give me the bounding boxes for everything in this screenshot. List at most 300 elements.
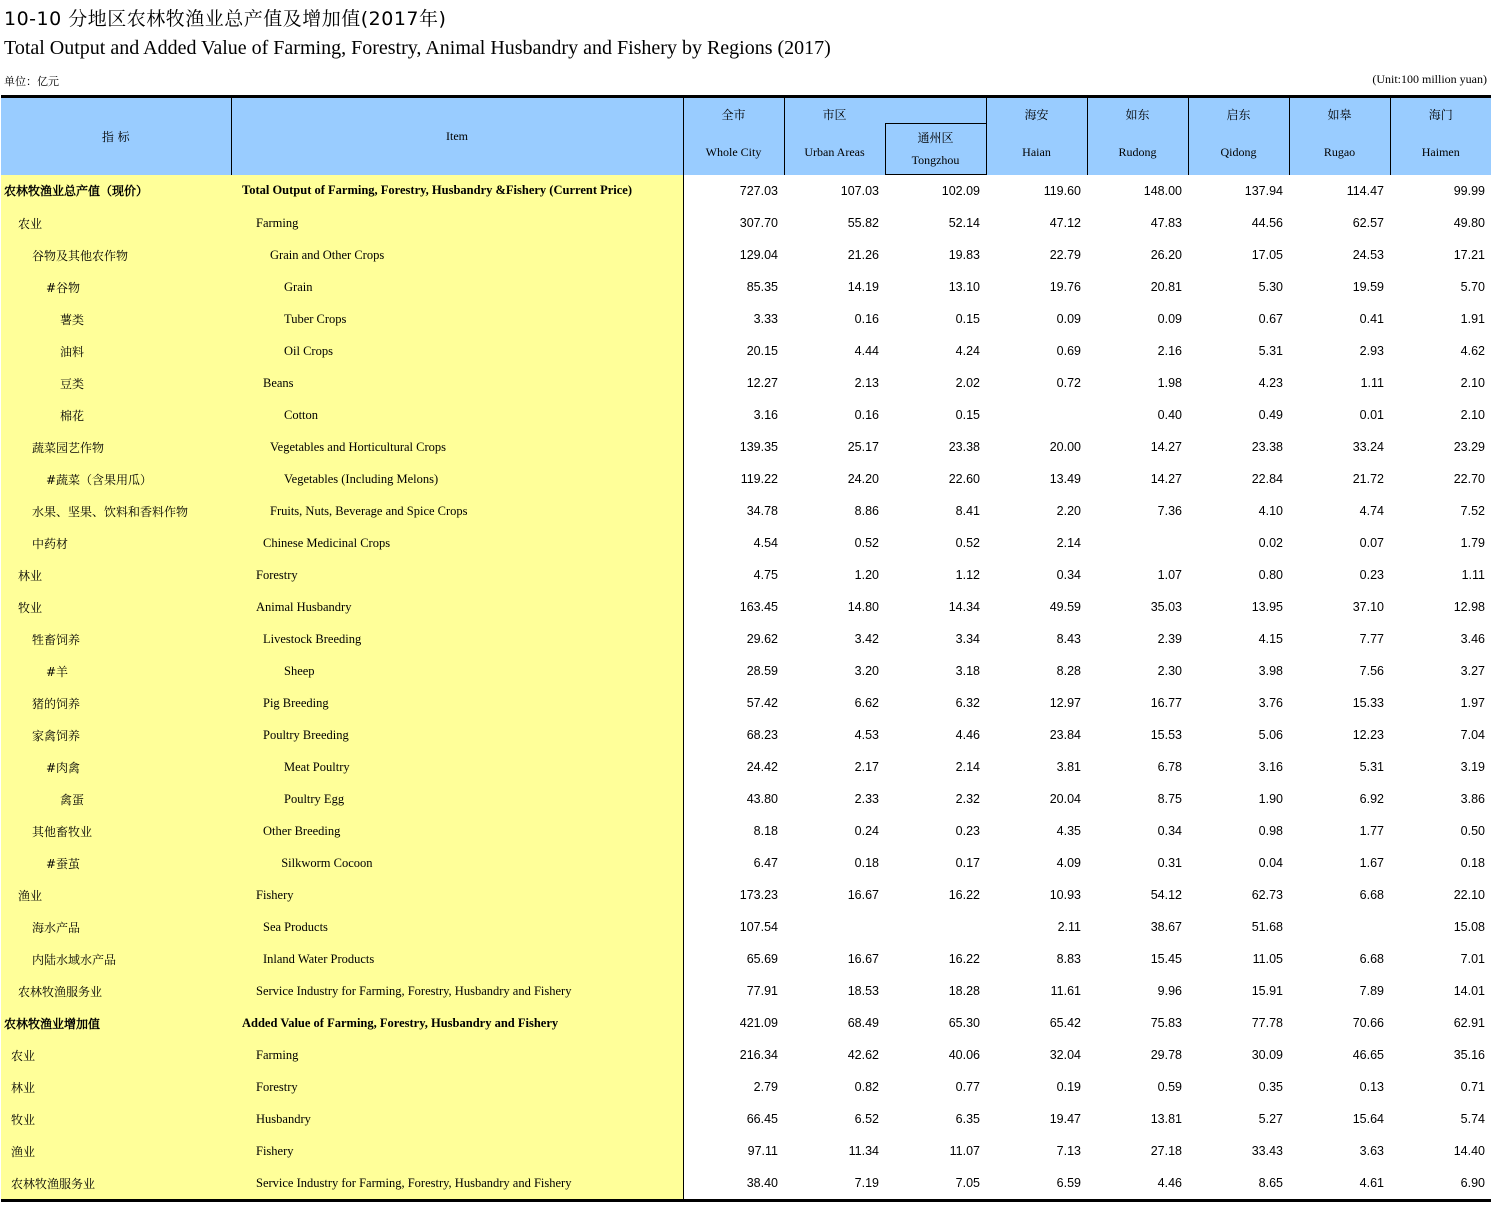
value-cell: 15.45 — [1150, 952, 1182, 966]
value-cell: 19.47 — [1049, 1112, 1081, 1126]
value-cell: 12.27 — [746, 376, 778, 390]
table-row — [1, 879, 1491, 911]
value-cell: 7.77 — [1359, 632, 1384, 646]
column-header-en: Qidong — [1220, 145, 1257, 159]
row-label-en: Cotton — [231, 399, 683, 431]
value-cell: 42.62 — [847, 1048, 879, 1062]
row-label-cn: 油料 — [1, 335, 231, 367]
value-cell: 3.86 — [1460, 792, 1485, 806]
value-cell: 307.70 — [739, 216, 778, 230]
column-header-rudong — [1087, 97, 1188, 175]
value-cell: 65.30 — [948, 1016, 980, 1030]
value-cell: 1.67 — [1359, 856, 1384, 870]
column-header-tongzhou — [885, 124, 986, 175]
value-cell: 4.53 — [854, 728, 879, 742]
table-row — [1, 335, 1491, 367]
table-row — [1, 623, 1491, 655]
row-label-cn: 农业 — [1, 207, 231, 239]
table-row — [1, 207, 1491, 239]
value-cell: 8.28 — [1056, 664, 1081, 678]
value-cell: 23.38 — [1251, 440, 1283, 454]
value-cell: 38.40 — [683, 1167, 784, 1201]
table-row — [1, 431, 1491, 463]
table-row — [1, 687, 1491, 719]
value-cell: 2.33 — [854, 792, 879, 806]
row-label-en: Poultry Breeding — [231, 719, 683, 751]
table-row — [1, 463, 1491, 495]
value-cell: 0.71 — [1460, 1080, 1485, 1094]
value-cell: 21.26 — [847, 248, 879, 262]
table-row — [1, 559, 1491, 591]
row-label-cn: 中药材 — [1, 527, 231, 559]
row-label-en: Grain and Other Crops — [231, 239, 683, 271]
value-cell: 55.82 — [847, 216, 879, 230]
value-cell: 25.17 — [847, 440, 879, 454]
value-cell: 0.19 — [1056, 1080, 1081, 1094]
row-label-cn: 林业 — [1, 559, 231, 591]
value-cell: 29.62 — [746, 632, 778, 646]
row-label-en: Husbandry — [231, 1103, 683, 1135]
value-cell: 19.76 — [1049, 280, 1081, 294]
value-cell: 26.20 — [1150, 248, 1182, 262]
value-cell: 22.79 — [1049, 248, 1081, 262]
value-cell: 1.90 — [1258, 792, 1283, 806]
value-cell: 0.82 — [854, 1080, 879, 1094]
value-cell: 2.02 — [955, 376, 980, 390]
row-label-en: Added Value of Farming, Forestry, Husbandry and Fishery — [231, 1007, 683, 1039]
value-cell: 27.18 — [1150, 1144, 1182, 1158]
row-label-cn: 水果、坚果、饮料和香料作物 — [1, 495, 231, 527]
column-header-cn: 通州区 — [917, 131, 954, 145]
value-cell: 3.34 — [955, 632, 980, 646]
value-cell: 0.59 — [1157, 1080, 1182, 1094]
value-cell: 0.24 — [854, 824, 879, 838]
column-header-en: Urban Areas — [804, 145, 865, 159]
value-cell — [885, 911, 986, 943]
page-title-chinese: 10-10 分地区农林牧渔业总产值及增加值(2017年) — [4, 8, 447, 30]
value-cell: 8.86 — [854, 504, 879, 518]
column-header-urban-areas — [784, 97, 885, 175]
value-cell: 62.57 — [1352, 216, 1384, 230]
value-cell: 14.27 — [1150, 440, 1182, 454]
value-cell: 0.52 — [955, 536, 980, 550]
column-header-en: Whole City — [705, 145, 762, 159]
column-header-en: Rudong — [1118, 145, 1157, 159]
value-cell: 3.81 — [1056, 760, 1081, 774]
column-header-en: Haimen — [1421, 145, 1460, 159]
row-label-en: Service Industry for Farming, Forestry, Husbandry and Fishery — [231, 1167, 683, 1201]
row-label-en: Other Breeding — [231, 815, 683, 847]
value-cell: 0.69 — [1056, 344, 1081, 358]
value-cell: 4.15 — [1258, 632, 1283, 646]
unit-label-english: (Unit:100 million yuan) — [1372, 72, 1487, 86]
value-cell: 4.24 — [955, 344, 980, 358]
value-cell: 65.69 — [746, 952, 778, 966]
value-cell: 0.09 — [1056, 312, 1081, 326]
value-cell: 2.39 — [1157, 632, 1182, 646]
value-cell: 0.16 — [854, 408, 879, 422]
row-label-cn: #肉禽 — [1, 751, 231, 783]
value-cell: 1.11 — [1461, 568, 1485, 582]
value-cell: 0.23 — [1359, 568, 1384, 582]
value-cell: 3.46 — [1460, 632, 1485, 646]
value-cell: 65.42 — [1049, 1016, 1081, 1030]
value-cell: 85.35 — [746, 280, 778, 294]
row-label-cn: 猪的饲养 — [1, 687, 231, 719]
value-cell: 14.80 — [847, 600, 879, 614]
table-row — [1, 1071, 1491, 1103]
value-cell: 2.13 — [854, 376, 879, 390]
row-label-en: Forestry — [231, 1071, 683, 1103]
value-cell: 9.96 — [1157, 984, 1182, 998]
value-cell — [1087, 527, 1188, 559]
value-cell: 0.52 — [854, 536, 879, 550]
value-cell: 7.52 — [1460, 504, 1485, 518]
value-cell: 47.83 — [1150, 216, 1182, 230]
value-cell: 33.43 — [1251, 1144, 1283, 1158]
value-cell: 24.20 — [847, 472, 879, 486]
value-cell: 6.90 — [1390, 1167, 1491, 1201]
column-header-spacer — [885, 97, 986, 124]
table-row — [1, 751, 1491, 783]
value-cell: 0.18 — [854, 856, 879, 870]
value-cell: 16.22 — [948, 952, 980, 966]
column-header-cn: 启东 — [1226, 108, 1251, 122]
value-cell: 3.16 — [753, 408, 778, 422]
row-label-en: Oil Crops — [231, 335, 683, 367]
value-cell: 14.19 — [847, 280, 879, 294]
value-cell — [986, 399, 1087, 431]
row-label-en: Total Output of Farming, Forestry, Husbandry &Fishery (Current Price) — [231, 175, 683, 208]
value-cell: 1.12 — [955, 568, 980, 582]
value-cell: 4.61 — [1289, 1167, 1390, 1201]
row-label-cn: 农林牧渔服务业 — [1, 1167, 231, 1201]
row-label-cn: 家禽饲养 — [1, 719, 231, 751]
table-row — [1, 719, 1491, 751]
table-row — [1, 495, 1491, 527]
value-cell: 6.52 — [854, 1112, 879, 1126]
value-cell: 17.05 — [1251, 248, 1283, 262]
value-cell: 3.98 — [1258, 664, 1283, 678]
value-cell: 0.07 — [1359, 536, 1384, 550]
row-label-en: Fishery — [231, 879, 683, 911]
value-cell: 14.27 — [1150, 472, 1182, 486]
value-cell: 0.77 — [955, 1080, 980, 1094]
value-cell: 0.15 — [955, 408, 980, 422]
value-cell: 14.34 — [948, 600, 980, 614]
value-cell: 216.34 — [739, 1048, 778, 1062]
value-cell: 44.56 — [1251, 216, 1283, 230]
value-cell: 0.02 — [1258, 536, 1283, 550]
table-row — [1, 1135, 1491, 1167]
value-cell: 34.78 — [746, 504, 778, 518]
table-row — [1, 815, 1491, 847]
table-row — [1, 175, 1491, 208]
value-cell: 70.66 — [1352, 1016, 1384, 1030]
value-cell: 0.50 — [1460, 824, 1485, 838]
value-cell: 16.67 — [847, 888, 879, 902]
value-cell: 1.91 — [1460, 312, 1485, 326]
value-cell: 0.34 — [1157, 824, 1182, 838]
table-row — [1, 655, 1491, 687]
value-cell: 2.79 — [753, 1080, 778, 1094]
row-label-en: Fishery — [231, 1135, 683, 1167]
value-cell: 129.04 — [739, 248, 778, 262]
value-cell: 5.06 — [1258, 728, 1283, 742]
value-cell: 8.83 — [1056, 952, 1081, 966]
value-cell: 15.64 — [1352, 1112, 1384, 1126]
value-cell: 5.31 — [1359, 760, 1384, 774]
value-cell: 40.06 — [948, 1048, 980, 1062]
table-row — [1, 1167, 1491, 1201]
column-header-cn: 全市 — [721, 108, 746, 122]
value-cell: 1.20 — [854, 568, 879, 582]
value-cell: 7.13 — [1056, 1144, 1081, 1158]
value-cell: 4.44 — [854, 344, 879, 358]
column-header-item-cn — [1, 97, 231, 175]
row-label-cn: 禽蛋 — [1, 783, 231, 815]
value-cell: 4.75 — [753, 568, 778, 582]
value-cell: 32.04 — [1049, 1048, 1081, 1062]
value-cell: 7.01 — [1460, 952, 1485, 966]
value-cell: 43.80 — [746, 792, 778, 806]
table-row — [1, 303, 1491, 335]
value-cell: 24.53 — [1352, 248, 1384, 262]
value-cell: 99.99 — [1453, 183, 1485, 198]
value-cell: 0.13 — [1359, 1080, 1384, 1094]
value-cell: 119.60 — [1043, 183, 1081, 198]
table-row — [1, 591, 1491, 623]
value-cell: 57.42 — [746, 696, 778, 710]
value-cell: 8.75 — [1157, 792, 1182, 806]
value-cell: 2.14 — [955, 760, 980, 774]
row-label-cn: 海水产品 — [1, 911, 231, 943]
value-cell: 7.19 — [784, 1167, 885, 1201]
value-cell: 14.01 — [1453, 984, 1485, 998]
row-label-cn: 林业 — [1, 1071, 231, 1103]
row-label-en: Beans — [231, 367, 683, 399]
table-row — [1, 367, 1491, 399]
value-cell: 0.40 — [1157, 408, 1182, 422]
row-label-cn: 农业 — [1, 1039, 231, 1071]
value-cell: 20.81 — [1150, 280, 1182, 294]
value-cell: 3.19 — [1460, 760, 1485, 774]
table-row — [1, 271, 1491, 303]
row-label-en: Sea Products — [231, 911, 683, 943]
value-cell: 2.30 — [1157, 664, 1182, 678]
row-label-cn: 薯类 — [1, 303, 231, 335]
value-cell: 0.98 — [1258, 824, 1283, 838]
value-cell: 8.43 — [1056, 632, 1081, 646]
value-cell: 5.74 — [1460, 1112, 1485, 1126]
value-cell: 15.91 — [1251, 984, 1283, 998]
value-cell: 0.72 — [1056, 376, 1081, 390]
value-cell: 3.76 — [1258, 696, 1283, 710]
value-cell: 20.00 — [1049, 440, 1081, 454]
value-cell: 11.05 — [1252, 952, 1283, 966]
value-cell: 0.31 — [1157, 856, 1182, 870]
row-label-cn: 牲畜饲养 — [1, 623, 231, 655]
value-cell: 16.22 — [948, 888, 980, 902]
value-cell: 0.35 — [1258, 1080, 1283, 1094]
value-cell: 119.22 — [740, 472, 778, 486]
table-body — [1, 175, 1491, 1201]
row-label-cn: 农林牧渔服务业 — [1, 975, 231, 1007]
value-cell: 51.68 — [1251, 920, 1283, 934]
value-cell: 75.83 — [1150, 1016, 1182, 1030]
value-cell: 13.95 — [1251, 600, 1283, 614]
value-cell: 49.80 — [1453, 216, 1485, 230]
table-row — [1, 399, 1491, 431]
value-cell: 4.46 — [955, 728, 980, 742]
value-cell: 3.20 — [854, 664, 879, 678]
value-cell: 4.23 — [1258, 376, 1283, 390]
value-cell: 6.35 — [955, 1112, 980, 1126]
row-label-cn: 农林牧渔业增加值 — [1, 1007, 231, 1039]
row-label-cn: #蚕茧 — [1, 847, 231, 879]
value-cell: 2.32 — [955, 792, 980, 806]
value-cell: 30.09 — [1251, 1048, 1283, 1062]
value-cell: 0.18 — [1460, 856, 1485, 870]
value-cell: 0.04 — [1258, 856, 1283, 870]
column-header-qidong — [1188, 97, 1289, 175]
value-cell: 3.18 — [955, 664, 980, 678]
value-cell: 5.31 — [1258, 344, 1283, 358]
table-row — [1, 1007, 1491, 1039]
value-cell: 0.49 — [1258, 408, 1283, 422]
value-cell: 3.63 — [1359, 1144, 1384, 1158]
value-cell: 2.17 — [854, 760, 879, 774]
value-cell: 4.09 — [1056, 856, 1081, 870]
value-cell: 15.08 — [1453, 920, 1485, 934]
value-cell: 7.36 — [1157, 504, 1182, 518]
value-cell: 66.45 — [746, 1112, 778, 1126]
value-cell: 23.84 — [1049, 728, 1081, 742]
row-label-en: Farming — [231, 207, 683, 239]
value-cell: 97.11 — [747, 1144, 778, 1158]
table-row — [1, 239, 1491, 271]
table-row — [1, 847, 1491, 879]
value-cell: 29.78 — [1150, 1048, 1182, 1062]
column-header-cn: 如皋 — [1327, 108, 1352, 122]
table-row — [1, 783, 1491, 815]
row-label-en: Poultry Egg — [231, 783, 683, 815]
value-cell: 12.97 — [1049, 696, 1081, 710]
value-cell: 8.18 — [753, 824, 778, 838]
value-cell: 0.80 — [1258, 568, 1283, 582]
value-cell: 1.11 — [1360, 376, 1384, 390]
row-label-cn: 牧业 — [1, 591, 231, 623]
value-cell: 11.07 — [949, 1144, 980, 1158]
column-header-en: Haian — [1022, 145, 1051, 159]
value-cell: 13.10 — [948, 280, 980, 294]
row-label-en: Vegetables (Including Melons) — [231, 463, 683, 495]
value-cell: 23.29 — [1453, 440, 1485, 454]
row-label-cn: 蔬菜园艺作物 — [1, 431, 231, 463]
value-cell — [1289, 911, 1390, 943]
value-cell: 49.59 — [1049, 600, 1081, 614]
value-cell: 2.11 — [1057, 920, 1081, 934]
column-header-haimen — [1390, 97, 1491, 175]
value-cell: 12.23 — [1352, 728, 1384, 742]
value-cell: 24.42 — [746, 760, 778, 774]
row-label-en: Service Industry for Farming, Forestry, Husbandry and Fishery — [231, 975, 683, 1007]
value-cell: 421.09 — [739, 1016, 778, 1030]
row-label-cn: 棉花 — [1, 399, 231, 431]
row-label-cn: 农林牧渔业总产值（现价） — [1, 175, 231, 208]
value-cell: 47.12 — [1049, 216, 1081, 230]
value-cell: 5.30 — [1258, 280, 1283, 294]
value-cell: 4.35 — [1056, 824, 1081, 838]
row-label-en: Tuber Crops — [231, 303, 683, 335]
value-cell: 21.72 — [1352, 472, 1384, 486]
value-cell: 5.70 — [1460, 280, 1485, 294]
value-cell: 18.53 — [847, 984, 879, 998]
value-cell: 137.94 — [1244, 183, 1283, 198]
row-label-cn: 谷物及其他农作物 — [1, 239, 231, 271]
column-header-cn: 市区 — [822, 108, 847, 122]
value-cell: 1.77 — [1359, 824, 1384, 838]
value-cell: 0.01 — [1359, 408, 1384, 422]
value-cell: 19.59 — [1352, 280, 1384, 294]
value-cell: 8.65 — [1188, 1167, 1289, 1201]
value-cell: 33.24 — [1352, 440, 1384, 454]
value-cell: 4.46 — [1087, 1167, 1188, 1201]
row-label-cn: 其他畜牧业 — [1, 815, 231, 847]
value-cell: 0.67 — [1258, 312, 1283, 326]
value-cell: 28.59 — [746, 664, 778, 678]
row-label-en: Grain — [231, 271, 683, 303]
value-cell: 11.34 — [848, 1144, 879, 1158]
table-row — [1, 1039, 1491, 1071]
value-cell: 7.89 — [1359, 984, 1384, 998]
value-cell: 6.62 — [854, 696, 879, 710]
table-row — [1, 943, 1491, 975]
value-cell: 22.10 — [1453, 888, 1485, 902]
value-cell: 22.60 — [948, 472, 980, 486]
value-cell: 727.03 — [739, 183, 778, 198]
value-cell: 23.38 — [948, 440, 980, 454]
value-cell: 6.32 — [955, 696, 980, 710]
value-cell: 1.98 — [1157, 376, 1182, 390]
row-label-cn: #谷物 — [1, 271, 231, 303]
row-label-en: Chinese Medicinal Crops — [231, 527, 683, 559]
value-cell: 4.54 — [753, 536, 778, 550]
value-cell: 7.05 — [885, 1167, 986, 1201]
column-header-cn: 海安 — [1024, 108, 1049, 122]
value-cell: 6.59 — [986, 1167, 1087, 1201]
table-row — [1, 527, 1491, 559]
value-cell: 107.54 — [739, 920, 778, 934]
value-cell: 6.78 — [1157, 760, 1182, 774]
value-cell: 15.53 — [1150, 728, 1182, 742]
value-cell: 37.10 — [1352, 600, 1384, 614]
row-label-cn: 渔业 — [1, 1135, 231, 1167]
row-label-cn: 牧业 — [1, 1103, 231, 1135]
value-cell: 7.56 — [1359, 664, 1384, 678]
value-cell: 12.98 — [1453, 600, 1485, 614]
column-header-whole-city — [683, 97, 784, 175]
value-cell: 173.23 — [739, 888, 778, 902]
value-cell: 35.03 — [1150, 600, 1182, 614]
row-label-en: Farming — [231, 1039, 683, 1071]
value-cell: 46.65 — [1352, 1048, 1384, 1062]
value-cell: 0.17 — [955, 856, 980, 870]
value-cell: 38.67 — [1150, 920, 1182, 934]
column-header-haian — [986, 97, 1087, 175]
value-cell: 163.45 — [739, 600, 778, 614]
value-cell: 1.97 — [1460, 696, 1485, 710]
